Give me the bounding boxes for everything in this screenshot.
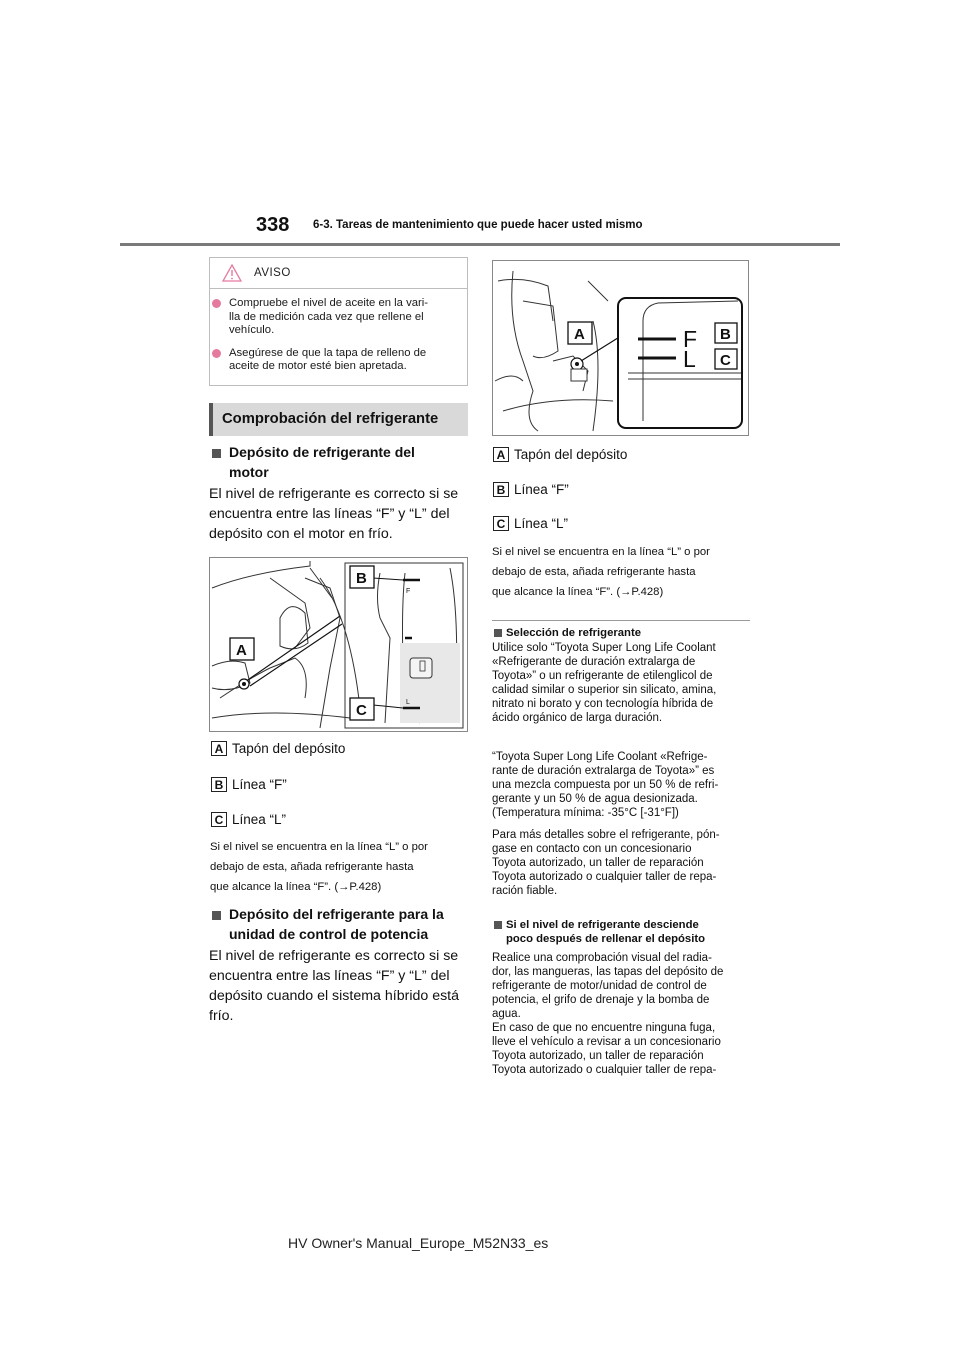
engine-tank-body: El nivel de refrigerante es correcto si se encuentra entre las líneas “F” y “L” del depósito con el motor en frío. xyxy=(209,486,459,542)
warning-item xyxy=(210,297,459,338)
note-line: que alcance la línea “F”. (→P.428) xyxy=(492,586,664,598)
legend-text: Línea “F” xyxy=(514,482,569,497)
legend-text: Tapón del depósito xyxy=(514,447,628,462)
square-bullet-icon xyxy=(494,629,502,637)
fig1-f-mark: F xyxy=(406,588,411,595)
coolant-selection-paragraph: Para más detalles sobre el refrigerante, pón- gase en contacto con un concesionario Toyota autorizado, un taller de reparación Toyota autorizado o cualquier taller de repa- ración fiable. xyxy=(492,829,720,897)
pcu-tank-note xyxy=(492,542,752,602)
fig1-label-b: B xyxy=(356,570,367,587)
fig2-label-b: B xyxy=(720,326,731,343)
legend-text: Línea “L” xyxy=(514,516,569,531)
square-bullet-icon xyxy=(212,911,221,920)
warning-item xyxy=(210,347,459,374)
legend-badge: C xyxy=(211,812,227,827)
legend-text: Línea “L” xyxy=(232,812,287,827)
fig1-l-mark: L xyxy=(406,699,410,706)
fig1-label-a: A xyxy=(236,642,247,659)
warning-item-text: Compruebe el nivel de aceite en la vari- lla de medición cada vez que rellene el vehículo. xyxy=(229,297,429,336)
square-bullet-icon xyxy=(494,921,502,929)
pcu-tank-body: El nivel de refrigerante es correcto si se encuentra entre las líneas “F” y “L” del depósito cuando el sistema híbrido está frío. xyxy=(209,948,460,1024)
square-bullet-icon xyxy=(212,449,221,458)
fig1-label-c: C xyxy=(356,702,367,719)
legend-item-a xyxy=(493,447,627,462)
legend-text: Línea “F” xyxy=(232,777,287,792)
legend-item-c xyxy=(493,516,568,531)
coolant-section-title xyxy=(209,403,468,436)
warning-triangle-icon xyxy=(222,264,242,282)
legend-badge: B xyxy=(493,482,509,497)
note-line: que alcance la línea “F”. (→P.428) xyxy=(210,881,382,893)
level-drop-body: Realice una comprobación visual del radia- dor, las mangueras, las tapas del depósito de refrigerante de motor/unidad de control de potencia, el grifo de drenaje y la bomba de agua. En caso de que no encuentre ninguna fuga, lleve el vehículo a revisar a un concesionario Toyota autorizado, un taller de reparación Toyota autorizado o cualquier taller de repa- xyxy=(492,952,724,1076)
note-line: debajo de esta, añada refrigerante hasta xyxy=(492,566,696,578)
legend-text: Tapón del depósito xyxy=(232,741,346,756)
legend-badge: A xyxy=(493,447,509,462)
engine-tank-figure xyxy=(209,557,468,732)
legend-item-b xyxy=(493,482,569,497)
section-header: 6-3. Tareas de mantenimiento que puede hacer usted mismo xyxy=(313,219,643,231)
coolant-section-title-text: Comprobación del refrigerante xyxy=(222,411,439,427)
pcu-tank-heading: Depósito del refrigerante para la unidad de control de potencia xyxy=(229,906,444,942)
warning-title: AVISO xyxy=(254,267,291,279)
divider xyxy=(492,620,750,621)
fig2-l-mark: L xyxy=(683,346,696,372)
note-line: debajo de esta, añada refrigerante hasta xyxy=(210,861,414,873)
legend-item-a xyxy=(211,741,345,756)
engine-bay-illustration xyxy=(210,558,468,732)
level-drop-heading: Si el nivel de refrigerante desciende poco después de rellenar el depósito xyxy=(506,919,706,945)
fig2-f-mark: F xyxy=(683,326,698,352)
engine-tank-note xyxy=(210,837,470,897)
page-number: 338 xyxy=(256,214,290,236)
coolant-selection-paragraph: Utilice solo “Toyota Super Long Life Coolant «Refrigerante de duración extralarga de Toyota»” o un refrigerante de etilenglicol de calidad similar o superior sin silicato, amina, nitrato ni borato y con tecnología híbrida de ácido orgánico de larga duración. xyxy=(492,642,717,724)
warning-header xyxy=(210,258,467,289)
legend-item-c xyxy=(211,812,286,827)
legend-badge: C xyxy=(493,516,509,531)
bullet-dot xyxy=(212,349,221,358)
legend-item-b xyxy=(211,777,287,792)
warning-item-text: Asegúrese de que la tapa de relleno de aceite de motor esté bien apretada. xyxy=(229,346,427,372)
footer-text: HV Owner's Manual_Europe_M52N33_es xyxy=(288,1235,549,1251)
fig2-label-c: C xyxy=(720,352,731,369)
coolant-selection-paragraph: “Toyota Super Long Life Coolant «Refrige- rante de duración extralarga de Toyota»” es una mezcla compuesta por un 50 % de refri- gerante y un 50 % de agua desionizada. (Temperatura mínima: -35°C [-31°F]) xyxy=(492,751,719,819)
fig2-label-a: A xyxy=(574,326,585,343)
pcu-tank-figure xyxy=(492,260,749,436)
bullet-dot xyxy=(212,299,221,308)
header-rule xyxy=(120,243,840,246)
coolant-selection-heading: Selección de refrigerante xyxy=(506,627,641,639)
legend-badge: A xyxy=(211,741,227,756)
note-line: Si el nivel se encuentra en la línea “L” o por xyxy=(492,546,710,558)
legend-badge: B xyxy=(211,777,227,792)
pcu-tank-illustration xyxy=(493,261,749,436)
warning-box xyxy=(209,257,468,386)
note-line: Si el nivel se encuentra en la línea “L” o por xyxy=(210,841,428,853)
engine-tank-heading: Depósito de refrigerante del motor xyxy=(229,444,415,480)
